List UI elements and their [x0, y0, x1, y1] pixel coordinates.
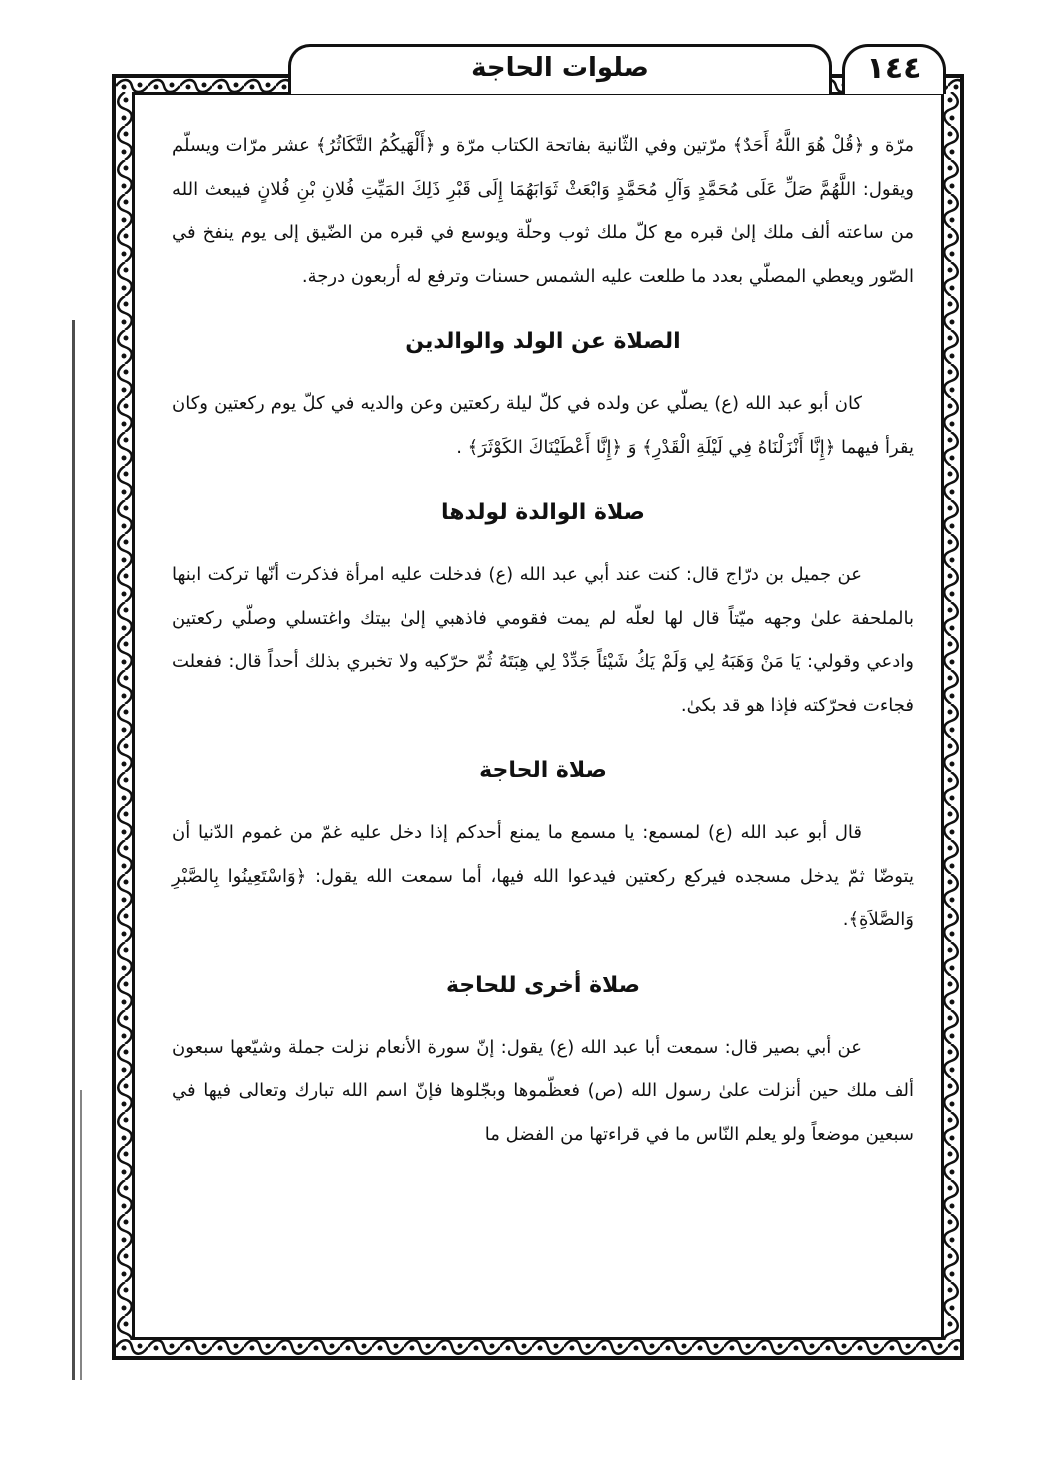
section-paragraph: عن جميل بن درّاج قال: كنت عند أبي عبد الله (ع) فدخلت عليه امرأة فذكرت أنّها تركت ابنها بالملحفة علىٰ وجهه ميّتاً قال لها لعلّه لم يمت فقومي فاذهبي إلىٰ بيتك واغتسلي وصلّي ركعتين وادعي وقولي: يَا مَنْ وَهَبَهُ لِي وَلَمْ يَكُ شَيْئاً جَدِّدْ لِي هِبَتَهُ ثُمّ حرّكيه ولا تخبري بذلك أحداً قال: ففعلت فجاءت فحرّكته فإذا هو قد بكىٰ.: [172, 564, 914, 716]
page-body: [172, 124, 914, 1324]
page-number-box: [842, 44, 946, 94]
scan-artifact-line: [72, 320, 75, 1380]
section-paragraph: كان أبو عبد الله (ع) يصلّي عن ولده في كلّ ليلة ركعتين وعن والديه في كلّ يوم ركعتين وكان يقرأ فيهما ﴿إِنَّا أَنْزَلْنَاهُ فِي لَيْلَةِ الْقَدْرِ﴾ وَ ﴿إِنَّا أَعْطَيْنَاكَ الكَوْثَرَ﴾ .: [172, 393, 914, 458]
scan-artifact-line: [80, 1090, 82, 1380]
page-number: ١٤٤: [866, 51, 922, 86]
ornament-border-right: [942, 92, 960, 1340]
section-heading: صلاة أخرى للحاجة: [445, 972, 641, 998]
section-heading: صلاة الحاجة: [479, 758, 607, 783]
ornament-border-bottom: [116, 1338, 960, 1356]
running-header: [288, 44, 832, 94]
section-heading: صلاة الوالدة لولدها: [441, 500, 645, 525]
page-title: صلوات الحاجة: [471, 53, 649, 83]
section-paragraph: قال أبو عبد الله (ع) لمسمع: يا مسمع ما يمنع أحدكم إذا دخل عليه غمّ من غموم الدّنيا أن يتوضّا ثمّ يدخل مسجده فيركع ركعتين فيدعوا الله فيها، أما سمعت الله يقول: ﴿وَاسْتَعِينُوا بِالصَّبْرِ وَالصَّلاَةِ﴾.: [172, 822, 914, 930]
intro-paragraph: مرّة و ﴿قُلْ هُوَ اللَّهُ أَحَدٌ﴾ مرّتين وفي الثّانية بفاتحة الكتاب مرّة و ﴿أَلْهَيكُمُ التَّكَاثُرُ﴾ عشر مرّات ويسلّم ويقول: اللَّهُمَّ صَلِّ عَلَى مُحَمَّدٍ وَآلِ مُحَمَّدٍ وَابْعَثْ ثَوَابَهُمَا إِلَى قَبْرِ ذَلِكَ المَيِّتِ فُلانِ بْنِ فُلانٍ فيبعث الله من ساعته ألف ملك إلىٰ قبره مع كلّ ملك ثوب وحلّة ويوسع في قبره من الضّيق إلى يوم ينفخ في الصّور ويعطي المصلّي بعدد ما طلعت عليه الشمس حسنات وترفع له أربعون درجة.: [172, 135, 914, 287]
section-paragraph: عن أبي بصير قال: سمعت أبا عبد الله (ع) يقول: إنّ سورة الأنعام نزلت جملة وشيّعها سبعون ألف ملك حين أنزلت علىٰ رسول الله (ص) فعظّموها وبجّلوها فإنّ اسم الله تبارك وتعالى فيها في سبعين موضعاً ولو يعلم النّاس ما في قراءتها من الفضل ما: [172, 1036, 914, 1145]
section-heading: الصلاة عن الولد والوالدين: [405, 329, 681, 354]
